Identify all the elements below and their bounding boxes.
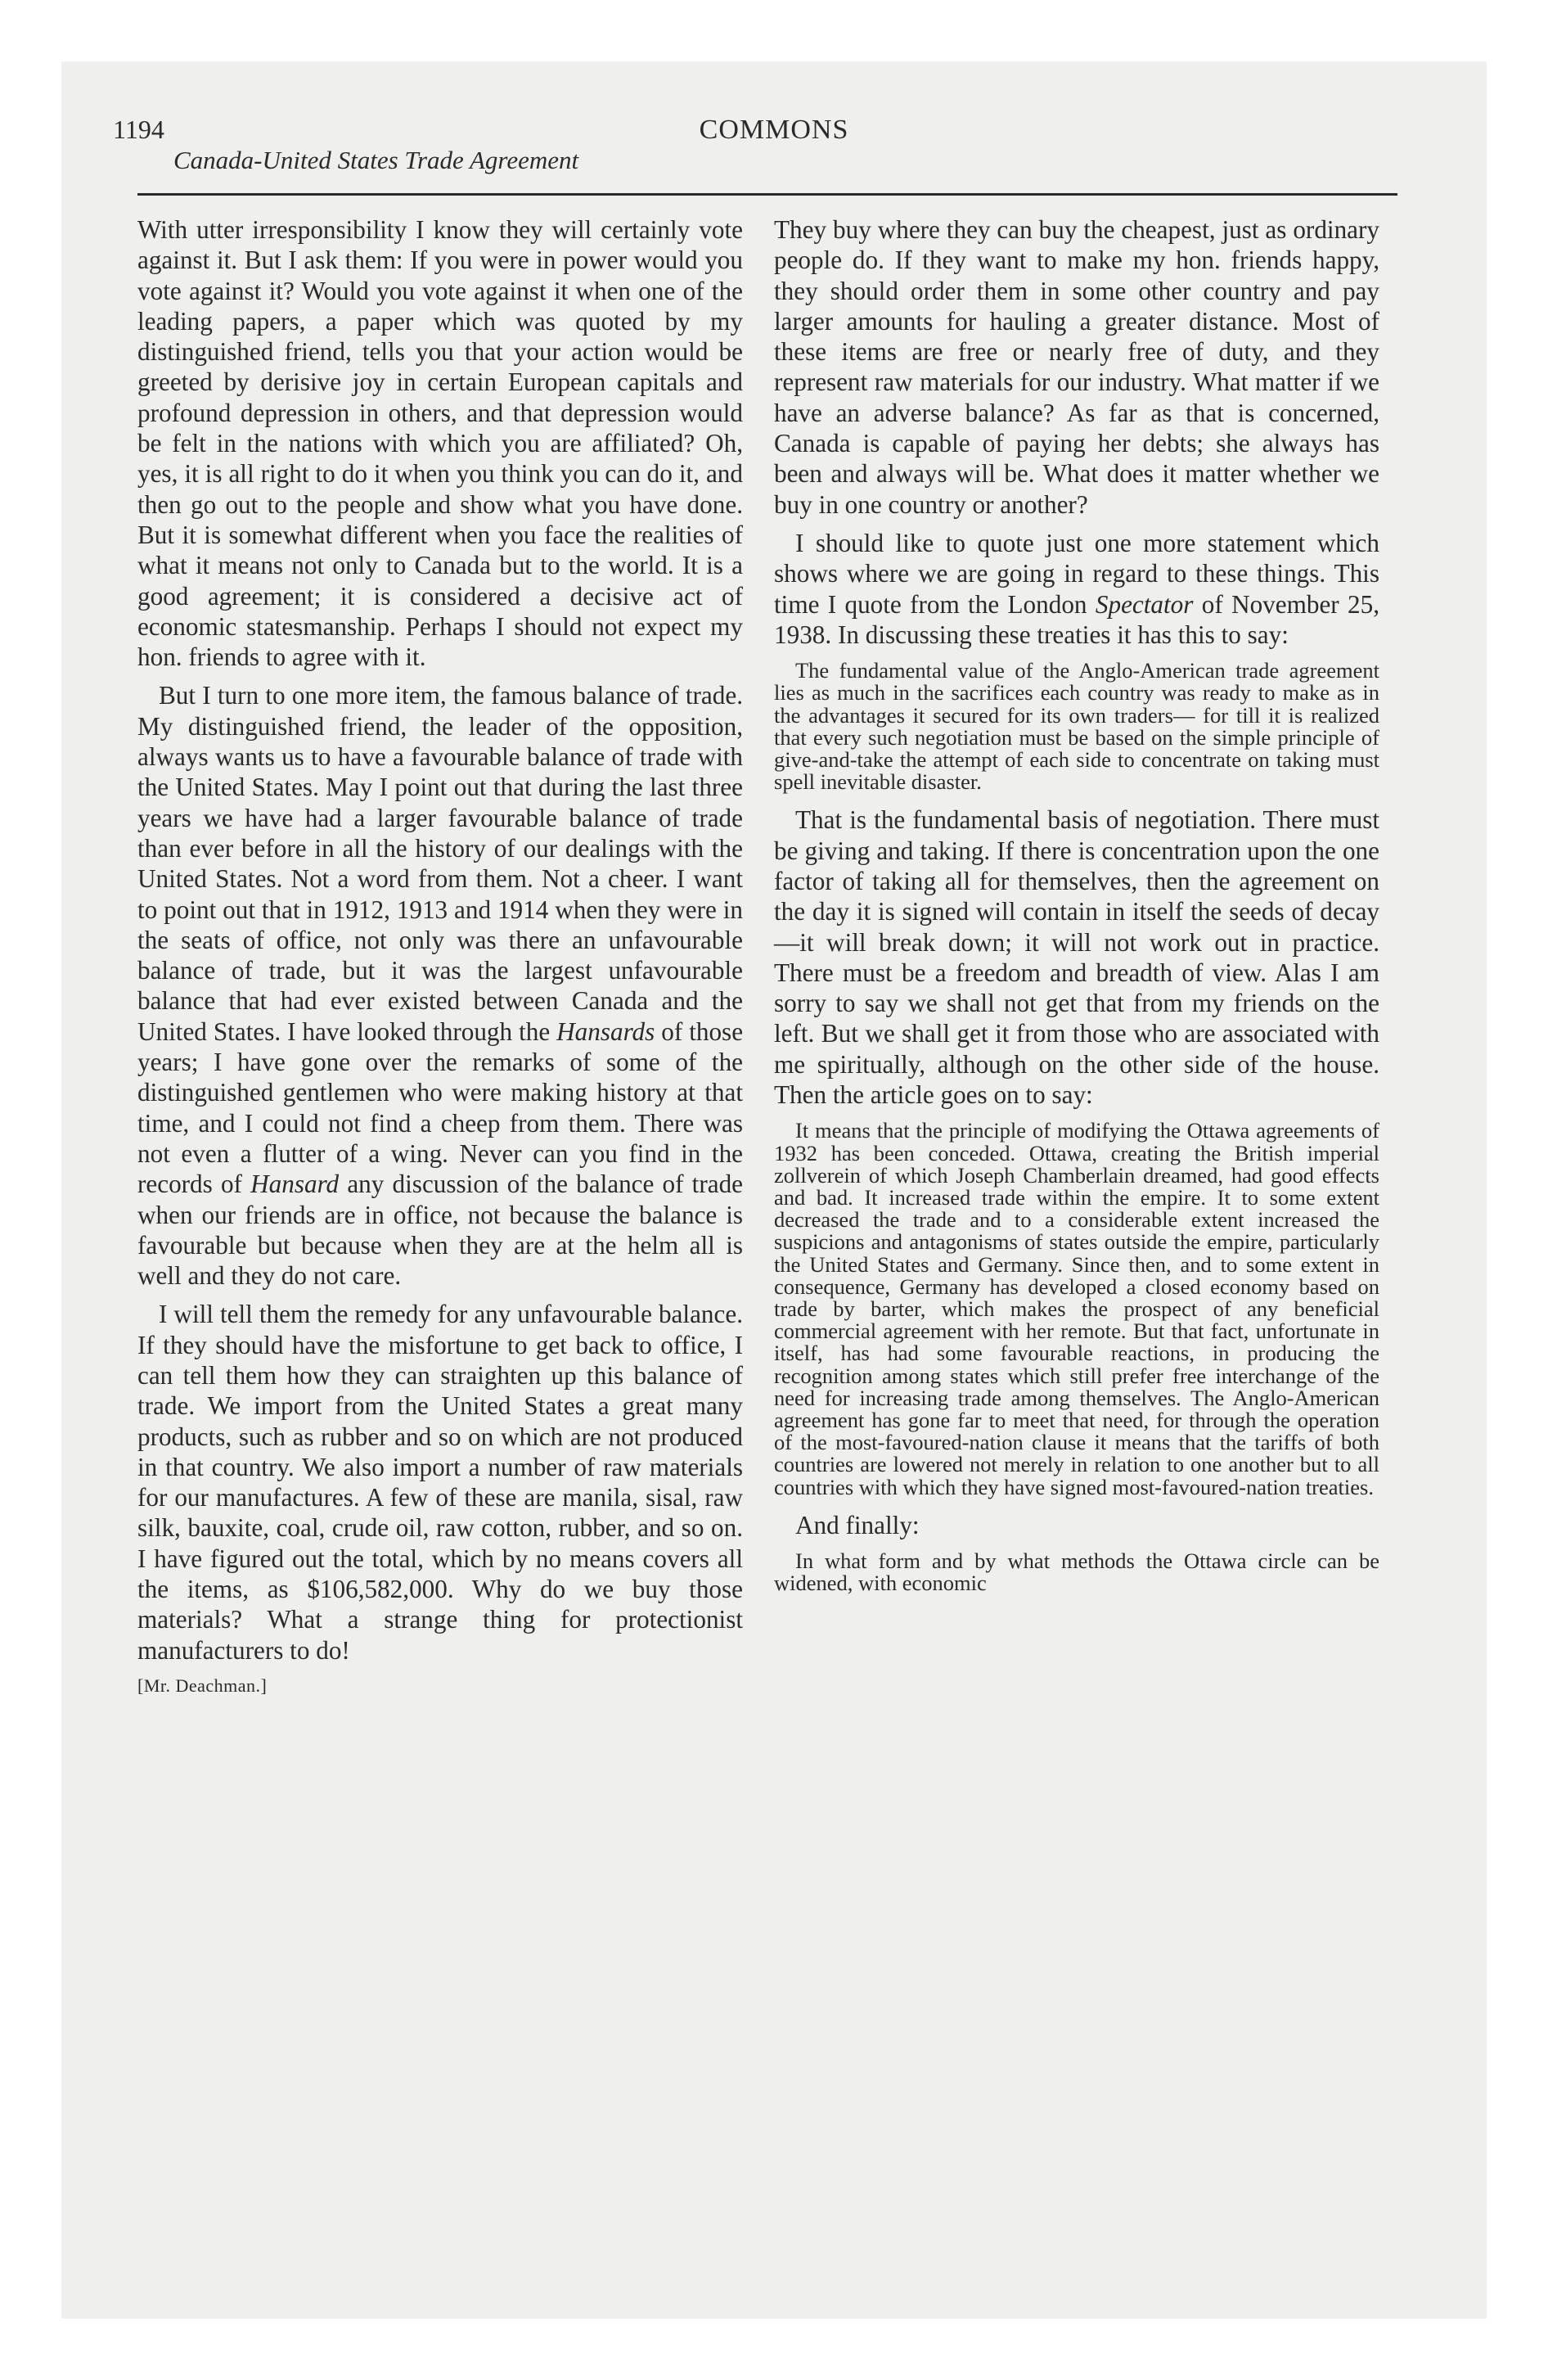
speaker-note: [Mr. Deachman.] (137, 1675, 268, 1696)
running-subhead: Canada-United States Trade Agreement (173, 146, 579, 174)
block-quote: It means that the principle of modifying the Ottawa agreements of 1932 has been conceded. Ottawa, creating the British imperial zollverein of which Joseph Chamberlain dreamed, had good effects and bad. It increased trade within the empire. It to some extent decreased the trade and to a considerable extent increased the suspicions and antagonisms of states outside the empire, particularly the United States and Germany. Since then, and to some extent in consequence, Germany has developed a closed economy based on trade by barter, which makes the prospect of any beneficial commercial agreement with her remote. But that fact, unfortunate in itself, has had some favourable reactions, in producing the recognition among states which still prefer free interchange of the need for increasing trade among themselves. The Anglo-American agreement has gone far to meet that need, for through the operation of the most-favoured-nation clause it means that the tariffs of both countries are lowered not merely in relation to one another but to all countries with which they have signed most-favoured-nation treaties. (774, 1118, 1379, 1499)
left-column (137, 214, 743, 1701)
paragraph: With utter irresponsibility I know they will certainly vote against it. But I ask them: If you were in power would you vote against it? Would you vote against it when one of the leading papers, a paper which was quoted by my distinguished friend, tells you that your action would be greeted by derisive joy in certain European capitals and profound depression in others, and that depression would be felt in the nations with which you are affiliated? Oh, yes, it is all right to do it when you think you can do it, and then go out to the people and show what you have done. But it is somewhat different when you face the realities of what it means not only to Canada but to the world. It is a good agreement; it is considered a decisive act of economic statesmanship. Perhaps I should not expect my hon. friends to agree with it. (137, 215, 743, 672)
text-run: I should like to quote just one more statement which shows where we are going in regard to these things. This time I quote from the London (774, 528, 1379, 619)
paragraph: They buy where they can buy the cheapest, just as ordinary people do. If they want to make my hon. friends happy, they should order them in some other country and pay larger amounts for hauling a greater distance. Most of these items are free or nearly free of duty, and they represent raw materials for our industry. What matter if we have an adverse balance? As far as that is concerned, Canada is capable of paying her debts; she always has been and always will be. What does it matter whether we buy in one country or another? (774, 215, 1379, 519)
right-column (774, 214, 1379, 1607)
text-run: of those years; I have gone over the remarks of some of the distinguished gentlemen who were making history at that time, and I could not find a cheep from them. There was not even a flutter of a wing. Never can you find in the records of (137, 1016, 744, 1199)
paragraph: That is the fundamental basis of negotiation. There must be giving and taking. If there is concentration upon the one factor of taking all for themselves, then the agreement on the day it is signed will contain in itself the seeds of decay—it will break down; it will not work out in practice. There must be a freedom and breadth of view. Alas I am sorry to say we shall not get that from my friends on the left. But we shall get it from those who are associated with me spiritually, although on the other side of the house. Then the article goes on to say: (774, 805, 1379, 1110)
header-rule (137, 193, 1397, 196)
running-head: COMMONS (699, 115, 849, 145)
text-run: But I turn to one more item, the famous balance of trade. My distinguished friend, the leader of the opposition, always wants us to have a favourable balance of trade with the United States. May I point out that during the last three years we have had a larger favourable balance of trade than ever before in all the history of our dealings with the United States. Not a word from them. Not a cheer. I want to point out that in 1912, 1913 and 1914 when they were in the seats of office, not only was there an unfavourable balance of trade, but it was the largest unfavourable balance that had ever existed between Canada and the United States. I have looked through the (137, 681, 743, 1046)
italic-text: Hansard (250, 1170, 340, 1199)
block-quote: The fundamental value of the Anglo-American trade agreement lies as much in the sacrifices each country was ready to make as in the advantages it secured for its own traders— for till it is realized that every such negotiation must be based on the simple principle of give-and-take the attempt of each side to concentrate on taking must spell inevitable disaster. (774, 658, 1379, 795)
italic-text: Hansards (556, 1016, 655, 1046)
page-number: 1194 (113, 115, 164, 144)
block-quote: In what form and by what methods the Ottawa circle can be widened, with economic (774, 1548, 1379, 1596)
paragraph (137, 680, 743, 1291)
paragraph: And finally: (795, 1510, 920, 1539)
text-run: any discussion of the balance of trade when our friends are in office, not because the balance is favourable but because when they are at the helm all is well and they do not care. (137, 1170, 744, 1291)
paragraph: I will tell them the remedy for any unfavourable balance. If they should have the misfortune to get back to office, I can tell them how they can straighten up this balance of trade. We import from the United States a great many products, such as rubber and so on which are not produced in that country. We also import a number of raw materials for our manufactures. A few of these are manila, sisal, raw silk, bauxite, coal, crude oil, raw cotton, rubber, and so on. I have figured out the total, which by no means covers all the items, as $106,582,000. Why do we buy those materials? What a strange thing for protectionist manufacturers to do! (137, 1300, 743, 1665)
text-run: of November 25, 1938. In discussing these treaties it has this to say: (774, 589, 1380, 649)
italic-text: Spectator (1095, 589, 1194, 619)
paragraph (774, 528, 1379, 650)
